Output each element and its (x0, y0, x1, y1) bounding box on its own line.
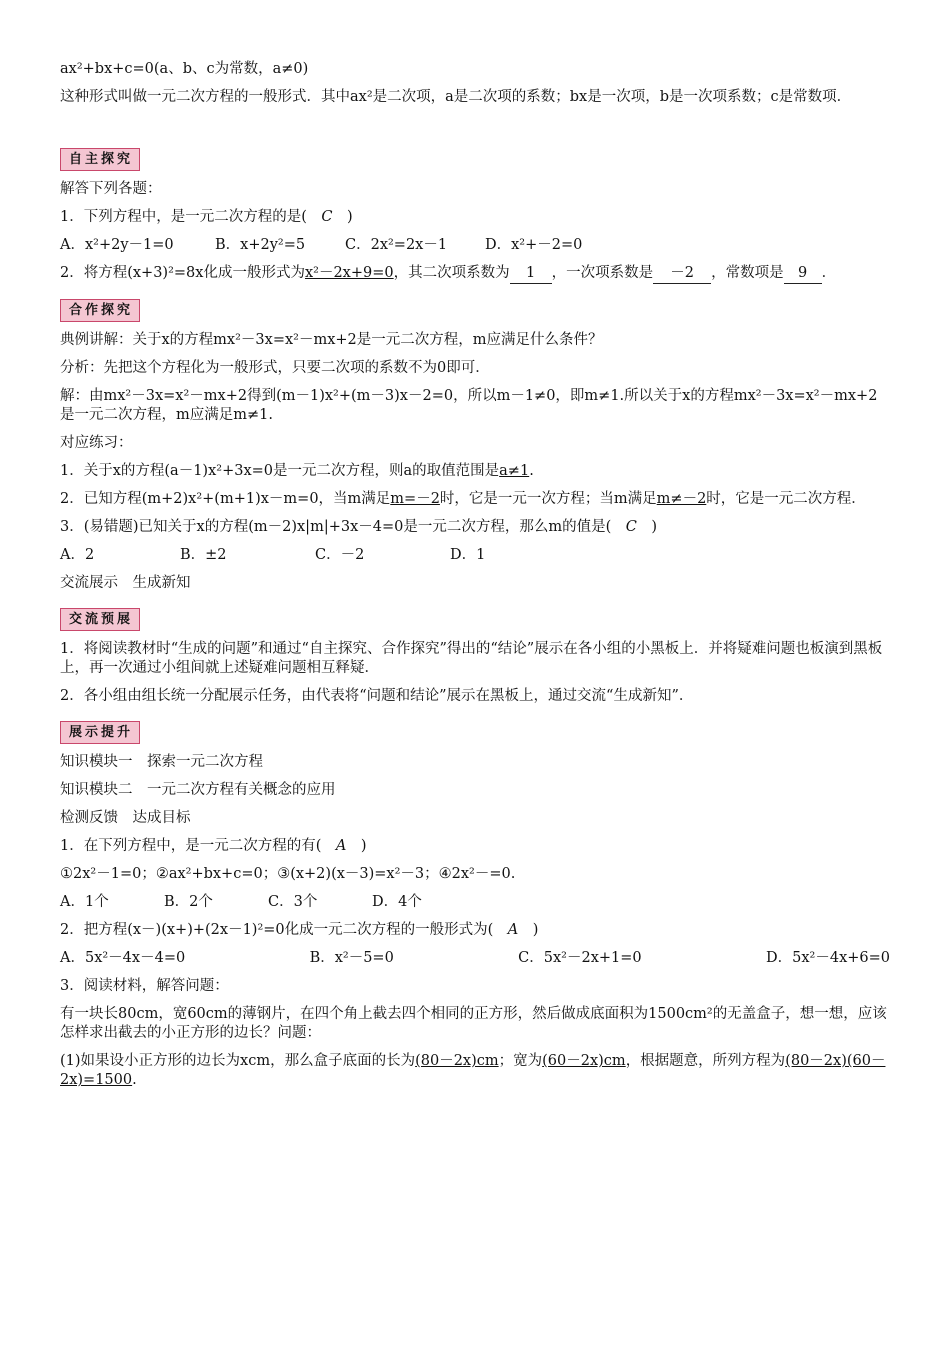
section-badge-show-improve: 展示提升 (60, 721, 140, 744)
option-c: C．5x²－2x+1=0 (518, 950, 642, 966)
option-a: A．5x²－4x－4=0 (60, 950, 186, 966)
question-close: ) (332, 209, 353, 225)
section-badge-exchange-preview: 交流预展 (60, 608, 140, 631)
exchange-item-1: 1．将阅读教材时“生成的问题”和通过“自主探究、合作探究”得出的“结论”展示在各小组的小黑板上．并将疑难问题也板演到黑板上，再一次通过小组间就上述疑难问题相互释疑． (60, 641, 883, 676)
section-badge-self-explore: 自主探究 (60, 148, 140, 171)
tq2-stem: 2．把方程(x－)(x+)+(2x－1)²=0化成一元二次方程的一般形式为( (60, 922, 508, 938)
p2-answer-2: m≠－2 (656, 491, 707, 507)
option-b: B．±2 (180, 547, 227, 563)
option-a: A．x²+2y－1=0 (60, 237, 174, 253)
test-question-1-list: ①2x²－1=0；②ax²+bx+c=0；③(x+2)(x－3)=x²－3；④2x²－=0. (60, 866, 516, 882)
practice-1 (60, 462, 890, 481)
tq3-text: ，根据题意，所列方程为 (625, 1053, 786, 1069)
test-question-2-options (60, 949, 890, 968)
option-b: B．x²－5=0 (309, 950, 394, 966)
tq1-answer: A (335, 838, 347, 854)
option-b: B．2个 (164, 894, 213, 910)
option-c: C．3个 (268, 894, 318, 910)
tq3-text: . (132, 1072, 137, 1088)
q2-answer-a: 1 (510, 264, 552, 284)
tq3-width: (60－2x)cm (542, 1053, 626, 1069)
section1-intro: 解答下列各题： (60, 181, 162, 197)
p1-text: . (529, 463, 534, 479)
feedback-heading: 检测反馈 达成目标 (60, 810, 191, 826)
option-d: D．4个 (372, 894, 422, 910)
practice-3-options (60, 546, 890, 565)
practice-title: 对应练习： (60, 435, 133, 451)
option-d: D．5x²－4x+6=0 (766, 950, 890, 966)
general-form: ax²+bx+c=0(a、b、c为常数，a≠0) (60, 61, 309, 77)
p3-close: ) (636, 519, 658, 535)
question-1-options (60, 236, 890, 255)
tq2-answer: A (507, 922, 519, 938)
test-question-3: 3．阅读材料，解答问题： (60, 978, 229, 994)
tq3-length: (80－2x)cm (415, 1053, 499, 1069)
practice-3 (60, 518, 890, 537)
q2-text: ． (821, 265, 837, 281)
q2-answer-c: 9 (784, 264, 822, 284)
tq3-text: (1)如果设小正方形的边长为xcm，那么盒子底面的长为 (60, 1053, 416, 1069)
general-form-explanation: 这种形式叫做一元二次方程的一般形式．其中ax²是二次项，a是二次项的系数；bx是一次项，b是一次项系数；c是常数项． (60, 89, 852, 105)
tq3-equation: (80－2x)(60－2x)=1500 (60, 1053, 886, 1088)
test-question-1-options (60, 893, 890, 912)
q2-text: ，一次项系数是 (551, 265, 654, 281)
question-1 (60, 208, 890, 227)
tq1-stem: 1．在下列方程中，是一元二次方程的有( (60, 838, 336, 854)
q2-text: 2．将方程(x+3)²=8x化成一般形式为 (60, 265, 305, 281)
q2-general-form: x²－2x+9=0 (304, 265, 394, 281)
module-1: 知识模块一 探索一元二次方程 (60, 754, 263, 770)
test-question-3-part-1 (60, 1052, 890, 1090)
test-question-3-material: 有一块长80cm，宽60cm的薄钢片，在四个角上截去四个相同的正方形，然后做成底面积为1500cm²的无盖盒子，想一想，应该怎样求出截去的小正方形的边长？问题： (60, 1006, 887, 1041)
tq2-close: ) (518, 922, 539, 938)
p2-text: 时，它是一元一次方程；当m满足 (439, 491, 657, 507)
question-stem: 1．下列方程中，是一元二次方程的是( (60, 209, 322, 225)
option-d: D．x²+－2=0 (485, 237, 583, 253)
p3-stem: 3．(易错题)已知关于x的方程(m－2)x|m|+3x－4=0是一元二次方程，那么m的值是( (60, 519, 626, 535)
q2-answer-b: －2 (653, 264, 711, 284)
option-c: C．2x²=2x－1 (345, 237, 448, 253)
module-2: 知识模块二 一元二次方程有关概念的应用 (60, 782, 336, 798)
test-question-1 (60, 837, 890, 856)
solution: 解：由mx²－3x=x²－mx+2得到(m－1)x²+(m－3)x－2=0，所以m－1≠0，即m≠1.所以关于x的方程mx²－3x=x²－mx+2是一元二次方程，m应满足m≠1. (60, 388, 878, 423)
document-page (60, 60, 890, 1099)
p1-text: 1．关于x的方程(a－1)x²+3x=0是一元二次方程，则a的取值范围是 (60, 463, 500, 479)
option-a: A．2 (60, 547, 95, 563)
option-b: B．x+2y²=5 (215, 237, 306, 253)
answer: C (321, 209, 333, 225)
exchange-item-2: 2．各小组由组长统一分配展示任务，由代表将“问题和结论”展示在黑板上，通过交流“生成新知”． (60, 688, 694, 704)
p2-answer-1: m=－2 (390, 491, 440, 507)
example: 典例讲解：关于x的方程mx²－3x=x²－mx+2是一元二次方程，m应满足什么条件？ (60, 332, 603, 348)
p2-text: 2．已知方程(m+2)x²+(m+1)x－m=0，当m满足 (60, 491, 391, 507)
analysis: 分析：先把这个方程化为一般形式，只要二次项的系数不为0即可． (60, 360, 490, 376)
option-a: A．1个 (60, 894, 109, 910)
practice-2 (60, 490, 890, 509)
option-c: C．－2 (315, 547, 365, 563)
q2-text: ，常数项是 (711, 265, 784, 281)
tq1-close: ) (346, 838, 367, 854)
test-question-2 (60, 921, 890, 940)
tq3-text: ；宽为 (498, 1053, 543, 1069)
option-d: D．1 (450, 547, 486, 563)
question-2 (60, 264, 890, 284)
p3-answer: C (625, 519, 637, 535)
exchange-heading: 交流展示 生成新知 (60, 575, 191, 591)
q2-text: ，其二次项系数为 (393, 265, 510, 281)
p2-text: 时，它是一元二次方程． (706, 491, 866, 507)
p1-answer: a≠1 (499, 463, 530, 479)
section-badge-cooperate-explore: 合作探究 (60, 299, 140, 322)
